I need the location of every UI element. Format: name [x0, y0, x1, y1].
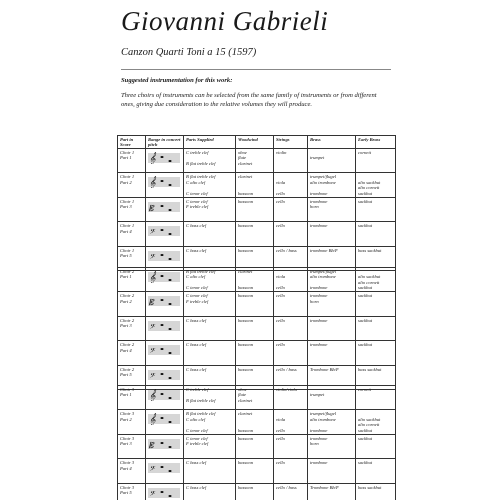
- cell-line: sackbut: [358, 285, 373, 291]
- early-brass-cell: [356, 434, 396, 458]
- parts-supplied-cell: [184, 316, 236, 340]
- cell-line: Part 1: [120, 155, 132, 161]
- cell-line: alto cornett: [358, 279, 380, 285]
- svg-text:𝄡: 𝄡: [149, 440, 154, 450]
- staff-range-icon: [148, 369, 180, 381]
- svg-text:𝄡: 𝄡: [149, 298, 154, 308]
- svg-text:𝄞: 𝄞: [149, 413, 156, 426]
- woodwind-cell: [236, 434, 274, 458]
- early-brass-cell: [356, 459, 396, 483]
- early-brass-cell: [356, 341, 396, 365]
- part-cell: [118, 386, 146, 410]
- cell-line: sackbut: [358, 460, 373, 466]
- cell-line: trombone Bb/F: [310, 247, 338, 253]
- cell-line: Choir 3: [120, 460, 135, 466]
- cell-line: bassoon: [238, 223, 254, 229]
- part-cell: [118, 173, 146, 197]
- cell-line: B flat treble clef: [186, 269, 216, 274]
- parts-supplied-cell: [184, 483, 236, 500]
- strings-cell: [274, 341, 308, 365]
- early-brass-cell: [356, 222, 396, 246]
- cell-line: C alto clef: [186, 274, 206, 280]
- cell-line: B flat treble clef: [186, 397, 216, 403]
- part-cell: [118, 292, 146, 316]
- svg-text:𝄢: 𝄢: [149, 322, 155, 332]
- cell-line: bass sackbut: [358, 484, 382, 490]
- cell-line: F treble clef: [186, 441, 209, 447]
- cell-line: Choir 2: [120, 366, 135, 372]
- strings-cell: [274, 434, 308, 458]
- cell-line: clarinet: [238, 174, 253, 180]
- cell-line: Part 2: [120, 298, 132, 304]
- table-row: [118, 197, 396, 221]
- cell-line: C bass clef: [186, 247, 207, 253]
- part-cell: [118, 222, 146, 246]
- cell-line: bassoon: [238, 460, 254, 466]
- staff-range-icon: [148, 320, 180, 332]
- cell-line: B flat treble clef: [186, 411, 216, 417]
- cell-line: alto trombone: [310, 416, 336, 422]
- cell-line: bassoon: [238, 317, 254, 323]
- table-row: [118, 149, 396, 173]
- cell-line: F treble clef: [186, 204, 209, 210]
- cell-line: bassoon: [238, 435, 254, 441]
- parts-supplied-cell: [184, 197, 236, 221]
- header-brass: Brass: [308, 136, 356, 149]
- staff-range-icon: [148, 344, 180, 356]
- cell-line: trombone: [310, 317, 328, 323]
- woodwind-cell: [236, 268, 274, 292]
- table-row: [118, 292, 396, 316]
- svg-text:𝄞: 𝄞: [149, 176, 156, 189]
- cell-line: violin/viola: [276, 387, 297, 392]
- cell-line: violin: [276, 150, 287, 155]
- svg-text:𝄢: 𝄢: [149, 465, 155, 475]
- part-cell: [118, 483, 146, 500]
- cell-line: sackbut: [358, 198, 373, 204]
- table-row: [118, 173, 396, 197]
- table-row: [118, 268, 396, 292]
- svg-text:𝄡: 𝄡: [149, 203, 154, 213]
- cell-line: bassoon: [238, 198, 254, 204]
- svg-text:𝄞: 𝄞: [149, 152, 156, 164]
- staff-range-icon: [148, 250, 180, 262]
- brass-cell: [308, 386, 356, 410]
- brass-cell: [308, 292, 356, 316]
- cell-line: C tenor clef: [186, 427, 208, 433]
- cell-line: clarinet: [238, 397, 253, 403]
- cell-line: bassoon: [238, 247, 254, 253]
- svg-text:𝄢: 𝄢: [149, 371, 155, 381]
- cell-line: cello: [276, 285, 285, 291]
- table-row: [118, 316, 396, 340]
- header-strings: Strings: [274, 136, 308, 149]
- brass-cell: [308, 459, 356, 483]
- cell-line: Choir 3: [120, 387, 135, 392]
- cell-line: alto sackbut: [358, 416, 381, 422]
- svg-text:𝄢: 𝄢: [149, 489, 155, 499]
- range-cell: [146, 316, 184, 340]
- strings-cell: [274, 483, 308, 500]
- cell-line: viola: [276, 179, 286, 185]
- range-cell: [146, 197, 184, 221]
- range-cell: [146, 292, 184, 316]
- cell-line: sackbut: [358, 435, 373, 441]
- cell-line: C bass clef: [186, 223, 207, 229]
- parts-supplied-cell: [184, 386, 236, 410]
- early-brass-cell: [356, 386, 396, 410]
- strings-cell: [274, 149, 308, 173]
- cell-line: Part 1: [120, 274, 132, 280]
- staff-range-icon: [148, 462, 180, 474]
- cell-line: bassoon: [238, 484, 254, 490]
- header-part: Part in Score: [118, 136, 146, 149]
- cell-line: F treble clef: [186, 298, 209, 304]
- choir-3-table: [117, 385, 396, 500]
- cell-line: B flat treble clef: [186, 174, 216, 180]
- early-brass-cell: [356, 149, 396, 173]
- brass-cell: [308, 483, 356, 500]
- cell-line: sackbut: [358, 223, 373, 229]
- early-brass-cell: [356, 268, 396, 292]
- woodwind-cell: [236, 173, 274, 197]
- cell-line: Choir 1: [120, 223, 135, 229]
- cell-line: Trombone Bb/F: [310, 366, 339, 372]
- table-row: [118, 386, 396, 410]
- parts-supplied-cell: [184, 173, 236, 197]
- cell-line: oboe: [238, 150, 247, 155]
- choir-2-table: [117, 267, 396, 390]
- staff-range-icon: [148, 413, 180, 425]
- table-row: [118, 410, 396, 434]
- range-cell: [146, 410, 184, 434]
- header-supplied: Parts Supplied: [184, 136, 236, 149]
- brass-cell: [308, 173, 356, 197]
- cell-line: trombone: [310, 198, 328, 204]
- cell-line: sackbut: [358, 190, 373, 196]
- strings-cell: [274, 173, 308, 197]
- cell-line: Choir 3: [120, 411, 135, 417]
- cell-line: cello: [276, 435, 285, 441]
- cell-line: Choir 1: [120, 198, 135, 204]
- cell-line: trombone: [310, 435, 328, 441]
- cell-line: cello: [276, 342, 285, 348]
- parts-supplied-cell: [184, 149, 236, 173]
- table-row: [118, 341, 396, 365]
- header-early-brass: Early Brass: [356, 136, 396, 149]
- svg-text:𝄢: 𝄢: [149, 252, 155, 262]
- cell-line: bass sackbut: [358, 247, 382, 253]
- cell-line: Part 2: [120, 179, 132, 185]
- cell-line: Trombone Bb/F: [310, 484, 339, 490]
- range-cell: [146, 149, 184, 173]
- cell-line: horn: [310, 204, 319, 210]
- cell-line: Choir 2: [120, 317, 135, 323]
- cell-line: Choir 2: [120, 342, 135, 348]
- cell-line: trombone: [310, 285, 328, 291]
- cell-line: sackbut: [358, 427, 373, 433]
- brass-cell: [308, 197, 356, 221]
- cell-line: Choir 2: [120, 269, 135, 274]
- table-row: [118, 459, 396, 483]
- range-cell: [146, 268, 184, 292]
- range-cell: [146, 222, 184, 246]
- part-cell: [118, 434, 146, 458]
- cell-line: Part 5: [120, 371, 132, 377]
- woodwind-cell: [236, 197, 274, 221]
- cell-line: cello / bass: [276, 247, 297, 253]
- parts-supplied-cell: [184, 459, 236, 483]
- header-woodwind: Woodwind: [236, 136, 274, 149]
- suggested-heading: Suggested instrumentation for this work:: [121, 77, 233, 84]
- cell-line: flute: [238, 392, 247, 398]
- cell-line: bassoon: [238, 285, 254, 291]
- cell-line: C tenor clef: [186, 285, 208, 291]
- range-cell: [146, 459, 184, 483]
- strings-cell: [274, 386, 308, 410]
- woodwind-cell: [236, 341, 274, 365]
- cell-line: C treble clef: [186, 150, 209, 155]
- cell-line: cello: [276, 293, 285, 299]
- parts-supplied-cell: [184, 268, 236, 292]
- cell-line: C bass clef: [186, 342, 207, 348]
- cell-line: trombone: [310, 427, 328, 433]
- cell-line: bassoon: [238, 293, 254, 299]
- cell-line: Part 4: [120, 228, 132, 234]
- parts-supplied-cell: [184, 341, 236, 365]
- cell-line: Choir 1: [120, 247, 135, 253]
- cell-line: trumpet/flugel: [310, 411, 337, 417]
- staff-range-icon: [148, 487, 180, 499]
- woodwind-cell: [236, 459, 274, 483]
- choir-1-table: [117, 135, 396, 271]
- strings-cell: [274, 316, 308, 340]
- cell-line: sackbut: [358, 317, 373, 323]
- cell-line: C alto clef: [186, 179, 206, 185]
- staff-range-icon: [148, 176, 180, 188]
- work-subtitle: Canzon Quarti Toni a 15 (1597): [121, 47, 257, 58]
- cell-line: Part 5: [120, 252, 132, 258]
- staff-range-icon: [148, 201, 180, 213]
- cell-line: cello: [276, 317, 285, 323]
- cell-line: C tenor clef: [186, 190, 208, 196]
- cell-line: B flat treble clef: [186, 160, 216, 166]
- staff-range-icon: [148, 438, 180, 450]
- cell-line: Part 3: [120, 204, 132, 210]
- cell-line: Choir 2: [120, 293, 135, 299]
- early-brass-cell: [356, 173, 396, 197]
- strings-cell: [274, 459, 308, 483]
- cell-line: bassoon: [238, 427, 254, 433]
- cell-line: clarinet: [238, 269, 253, 274]
- woodwind-cell: [236, 386, 274, 410]
- brass-cell: [308, 149, 356, 173]
- early-brass-cell: [356, 410, 396, 434]
- table-row: [118, 483, 396, 500]
- cell-line: bassoon: [238, 366, 254, 372]
- cell-line: C tenor clef: [186, 293, 208, 299]
- woodwind-cell: [236, 149, 274, 173]
- woodwind-cell: [236, 292, 274, 316]
- woodwind-cell: [236, 222, 274, 246]
- part-cell: [118, 268, 146, 292]
- cell-line: Part 3: [120, 323, 132, 329]
- cell-line: horn: [310, 441, 319, 447]
- cell-line: Part 1: [120, 392, 132, 398]
- part-cell: [118, 459, 146, 483]
- cell-line: Part 2: [120, 416, 132, 422]
- cell-line: Part 3: [120, 441, 132, 447]
- cell-line: bassoon: [238, 342, 254, 348]
- brass-cell: [308, 341, 356, 365]
- cell-line: Choir 3: [120, 484, 135, 490]
- cell-line: sackbut: [358, 342, 373, 348]
- cell-line: trombone: [310, 293, 328, 299]
- header-range: Range in concert pitch: [146, 136, 184, 149]
- range-cell: [146, 483, 184, 500]
- cell-line: cello / bass: [276, 366, 297, 372]
- svg-text:𝄞: 𝄞: [149, 271, 156, 283]
- intro-paragraph: Three choirs of instruments can be selected from the same family of instruments or from different ones, giving due consideration to the relative volumes they will produce.: [121, 92, 377, 108]
- part-cell: [118, 410, 146, 434]
- cell-line: bass sackbut: [358, 366, 382, 372]
- cell-line: viola: [276, 416, 286, 422]
- cell-line: alto sackbut: [358, 179, 381, 185]
- brass-cell: [308, 316, 356, 340]
- cell-line: flute: [238, 155, 247, 161]
- cell-line: trumpet/flugel: [310, 174, 337, 180]
- part-cell: [118, 316, 146, 340]
- woodwind-cell: [236, 316, 274, 340]
- cell-line: Choir 1: [120, 174, 135, 180]
- parts-supplied-cell: [184, 410, 236, 434]
- brass-cell: [308, 410, 356, 434]
- range-cell: [146, 341, 184, 365]
- cell-line: alto cornett: [358, 422, 380, 428]
- svg-text:𝄞: 𝄞: [149, 389, 156, 401]
- cell-line: Part 5: [120, 489, 132, 495]
- cell-line: C bass clef: [186, 484, 207, 490]
- cell-line: C tenor clef: [186, 198, 208, 204]
- range-cell: [146, 434, 184, 458]
- cell-line: Part 4: [120, 465, 132, 471]
- woodwind-cell: [236, 410, 274, 434]
- cell-line: C bass clef: [186, 366, 207, 372]
- parts-supplied-cell: [184, 292, 236, 316]
- part-cell: [118, 149, 146, 173]
- cell-line: cornett: [358, 387, 372, 392]
- cell-line: oboe: [238, 387, 247, 392]
- table-row: [118, 434, 396, 458]
- part-cell: [118, 197, 146, 221]
- cell-line: C bass clef: [186, 460, 207, 466]
- strings-cell: [274, 410, 308, 434]
- cell-line: trombone: [310, 223, 328, 229]
- cell-line: sackbut: [358, 293, 373, 299]
- cell-line: viola: [276, 274, 286, 280]
- cell-line: Choir 1: [120, 150, 135, 155]
- staff-range-icon: [148, 152, 180, 164]
- cell-line: cello: [276, 190, 285, 196]
- parts-supplied-cell: [184, 434, 236, 458]
- range-cell: [146, 173, 184, 197]
- cell-line: trombone: [310, 460, 328, 466]
- staff-range-icon: [148, 389, 180, 401]
- strings-cell: [274, 197, 308, 221]
- svg-text:𝄢: 𝄢: [149, 228, 155, 238]
- cell-line: alto trombone: [310, 274, 336, 280]
- cell-line: C treble clef: [186, 387, 209, 392]
- cell-line: trombone: [310, 342, 328, 348]
- staff-range-icon: [148, 225, 180, 237]
- cell-line: alto trombone: [310, 179, 336, 185]
- cell-line: Choir 3: [120, 435, 135, 441]
- cell-line: cello / bass: [276, 484, 297, 490]
- cell-line: cello: [276, 223, 285, 229]
- brass-cell: [308, 268, 356, 292]
- early-brass-cell: [356, 316, 396, 340]
- cell-line: cello: [276, 198, 285, 204]
- table-row: [118, 222, 396, 246]
- staff-range-icon: [148, 295, 180, 307]
- woodwind-cell: [236, 483, 274, 500]
- header-row: [118, 136, 396, 149]
- strings-cell: [274, 292, 308, 316]
- cell-line: cornett: [358, 150, 372, 155]
- cell-line: C tenor clef: [186, 435, 208, 441]
- strings-cell: [274, 268, 308, 292]
- cell-line: C bass clef: [186, 317, 207, 323]
- early-brass-cell: [356, 292, 396, 316]
- strings-cell: [274, 222, 308, 246]
- cell-line: horn: [310, 298, 319, 304]
- range-cell: [146, 386, 184, 410]
- cell-line: Part 4: [120, 347, 132, 353]
- part-cell: [118, 341, 146, 365]
- cell-line: C alto clef: [186, 416, 206, 422]
- cell-line: cello: [276, 460, 285, 466]
- cell-line: alto sackbut: [358, 274, 381, 280]
- cell-line: trombone: [310, 190, 328, 196]
- cell-line: clarinet: [238, 411, 253, 417]
- cell-line: cello: [276, 427, 285, 433]
- composer-title: Giovanni Gabrieli: [121, 6, 329, 36]
- brass-cell: [308, 222, 356, 246]
- cell-line: trumpet/flugel: [310, 269, 337, 274]
- early-brass-cell: [356, 197, 396, 221]
- cell-line: alto cornett: [358, 185, 380, 191]
- cell-line: trumpet: [310, 392, 325, 398]
- cell-line: bassoon: [238, 190, 254, 196]
- svg-text:𝄢: 𝄢: [149, 347, 155, 357]
- staff-range-icon: [148, 271, 180, 283]
- cell-line: trumpet: [310, 155, 325, 161]
- early-brass-cell: [356, 483, 396, 500]
- parts-supplied-cell: [184, 222, 236, 246]
- brass-cell: [308, 434, 356, 458]
- cell-line: clarinet: [238, 160, 253, 166]
- divider-rule: [121, 69, 391, 70]
